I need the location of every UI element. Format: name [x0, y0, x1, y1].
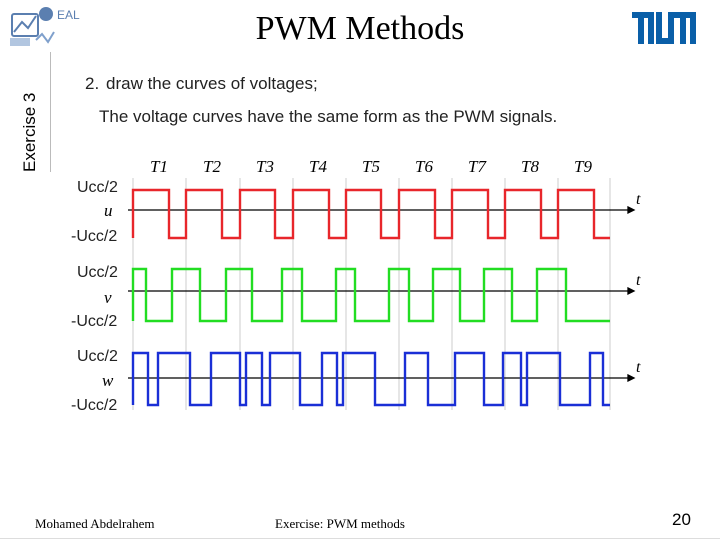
- w-lower-label: -Ucc/2: [71, 397, 118, 414]
- period-label-6: T6: [415, 157, 433, 176]
- w-voltage-waveform: [133, 353, 610, 405]
- period-label-7: T7: [468, 157, 486, 176]
- w-upper-label: Ucc/2: [77, 348, 118, 365]
- v-axis-label: t: [636, 272, 641, 289]
- step-text: draw the curves of voltages;: [106, 74, 318, 93]
- page-number: 20: [672, 510, 691, 529]
- u-upper-label: Ucc/2: [77, 179, 118, 196]
- v-axis-arrow: [628, 288, 634, 294]
- period-label-9: T9: [574, 157, 592, 176]
- u-axis-label: t: [636, 191, 641, 208]
- u-name: u: [104, 201, 113, 220]
- period-label-3: T3: [256, 157, 274, 176]
- period-label-2: T2: [203, 157, 221, 176]
- u-voltage-waveform: [133, 190, 610, 238]
- w-axis-arrow: [628, 375, 634, 381]
- period-label-8: T8: [521, 157, 539, 176]
- pwm-voltage-diagram: [0, 150, 720, 430]
- sidebar-label: Exercise 3: [20, 92, 39, 172]
- v-upper-label: Ucc/2: [77, 264, 118, 281]
- v-lower-label: -Ucc/2: [71, 313, 118, 330]
- period-label-5: T5: [362, 157, 380, 176]
- period-label-1: T1: [150, 157, 168, 176]
- v-name: v: [104, 288, 112, 307]
- page-title: PWM Methods: [255, 10, 465, 47]
- u-axis-arrow: [628, 207, 634, 213]
- u-lower-label: -Ucc/2: [71, 228, 118, 245]
- eal-logo-text: EAL: [57, 8, 80, 22]
- step-number: 2.: [85, 74, 100, 93]
- period-label-4: T4: [309, 157, 327, 176]
- bottom-rule: [0, 538, 720, 539]
- tum-logo: [630, 10, 698, 46]
- v-voltage-waveform: [133, 269, 610, 321]
- footer-author: Mohamed Abdelrahem: [35, 516, 155, 531]
- note-text: The voltage curves have the same form as the PWM signals.: [99, 107, 558, 126]
- footer-topic: Exercise: PWM methods: [275, 516, 405, 531]
- period-gridlines: [133, 178, 610, 410]
- w-name: w: [102, 371, 114, 390]
- w-axis-label: t: [636, 359, 641, 376]
